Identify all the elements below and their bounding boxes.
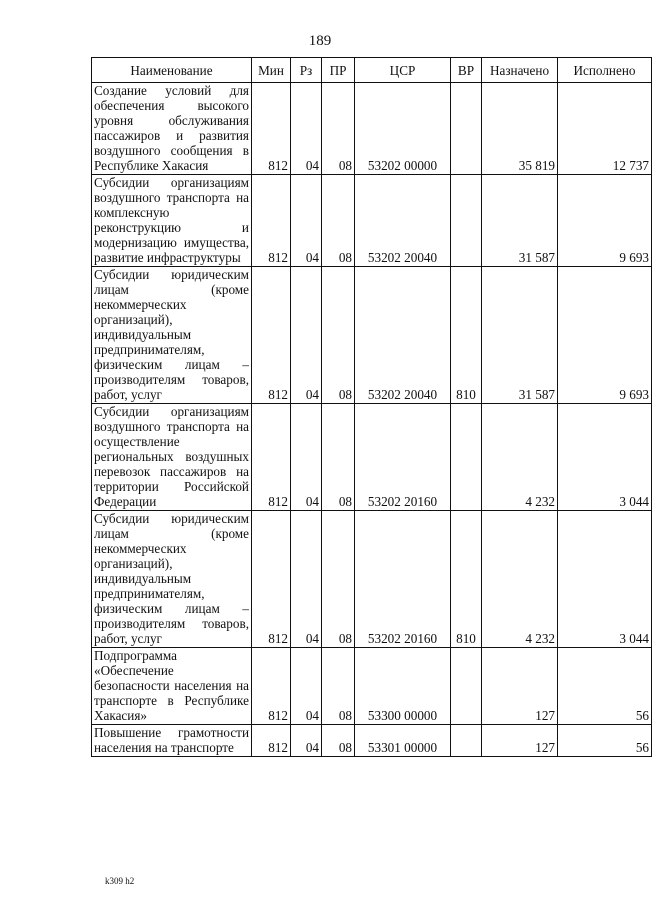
row-csr: 53202 20040 [355, 175, 451, 267]
row-pr: 08 [322, 725, 355, 757]
row-rz: 04 [291, 725, 322, 757]
row-vr [451, 83, 482, 175]
footer-code: k309 h2 [105, 876, 135, 886]
row-executed: 56 [558, 648, 652, 725]
table-row [92, 175, 652, 267]
row-pr: 08 [322, 83, 355, 175]
row-assigned: 31 587 [482, 175, 558, 267]
row-rz: 04 [291, 83, 322, 175]
row-min: 812 [252, 175, 291, 267]
table-row [92, 648, 652, 725]
header-rz: Рз [291, 58, 322, 83]
row-assigned: 127 [482, 648, 558, 725]
row-executed: 3 044 [558, 404, 652, 511]
row-pr: 08 [322, 175, 355, 267]
row-pr: 08 [322, 511, 355, 648]
row-csr: 53301 00000 [355, 725, 451, 757]
header-vr: ВР [451, 58, 482, 83]
header-pr: ПР [322, 58, 355, 83]
row-rz: 04 [291, 175, 322, 267]
table-row [92, 725, 652, 757]
row-vr [451, 725, 482, 757]
row-executed: 9 693 [558, 267, 652, 404]
row-vr: 810 [451, 267, 482, 404]
row-name: Повышение грамотности населения на транспорте [92, 725, 252, 757]
row-assigned: 4 232 [482, 404, 558, 511]
row-csr: 53300 00000 [355, 648, 451, 725]
row-csr: 53202 00000 [355, 83, 451, 175]
row-assigned: 35 819 [482, 83, 558, 175]
row-rz: 04 [291, 404, 322, 511]
row-min: 812 [252, 725, 291, 757]
row-min: 812 [252, 648, 291, 725]
row-executed: 9 693 [558, 175, 652, 267]
row-executed: 3 044 [558, 511, 652, 648]
row-name: Подпрограмма «Обеспечение безопасности населения на транспорте в Республике Хакасия» [92, 648, 252, 725]
budget-table [91, 57, 652, 757]
header-row [92, 58, 652, 83]
row-vr [451, 648, 482, 725]
row-assigned: 127 [482, 725, 558, 757]
row-assigned: 4 232 [482, 511, 558, 648]
row-rz: 04 [291, 267, 322, 404]
row-rz: 04 [291, 511, 322, 648]
row-pr: 08 [322, 404, 355, 511]
row-csr: 53202 20040 [355, 267, 451, 404]
table-row [92, 404, 652, 511]
row-min: 812 [252, 404, 291, 511]
header-executed: Исполнено [558, 58, 652, 83]
row-min: 812 [252, 267, 291, 404]
header-name: Наименование [92, 58, 252, 83]
row-name: Субсидии юридическим лицам (кроме некоммерческих организаций), индивидуальным предпринимателям, физическим лицам – производителям товаров, работ, услуг [92, 511, 252, 648]
row-executed: 56 [558, 725, 652, 757]
row-assigned: 31 587 [482, 267, 558, 404]
row-csr: 53202 20160 [355, 511, 451, 648]
row-rz: 04 [291, 648, 322, 725]
row-name: Субсидии организациям воздушного транспорта на комплексную реконструкцию и модернизацию имущества, развитие инфраструктуры [92, 175, 252, 267]
header-csr: ЦСР [355, 58, 451, 83]
table-row [92, 267, 652, 404]
row-vr [451, 404, 482, 511]
row-vr: 810 [451, 511, 482, 648]
table-row [92, 83, 652, 175]
row-csr: 53202 20160 [355, 404, 451, 511]
page-number: 189 [308, 33, 332, 49]
row-vr [451, 175, 482, 267]
row-name: Создание условий для обеспечения высокого уровня обслуживания пассажиров и развития воздушного сообщения в Республике Хакасия [92, 83, 252, 175]
header-assigned: Назначено [482, 58, 558, 83]
row-min: 812 [252, 83, 291, 175]
row-pr: 08 [322, 267, 355, 404]
row-name: Субсидии юридическим лицам (кроме некоммерческих организаций), индивидуальным предпринимателям, физическим лицам – производителям товаров, работ, услуг [92, 267, 252, 404]
row-executed: 12 737 [558, 83, 652, 175]
table-row [92, 511, 652, 648]
row-name: Субсидии организациям воздушного транспорта на осуществление региональных воздушных перевозок пассажиров на территории Российской Федерации [92, 404, 252, 511]
row-min: 812 [252, 511, 291, 648]
row-pr: 08 [322, 648, 355, 725]
header-min: Мин [252, 58, 291, 83]
